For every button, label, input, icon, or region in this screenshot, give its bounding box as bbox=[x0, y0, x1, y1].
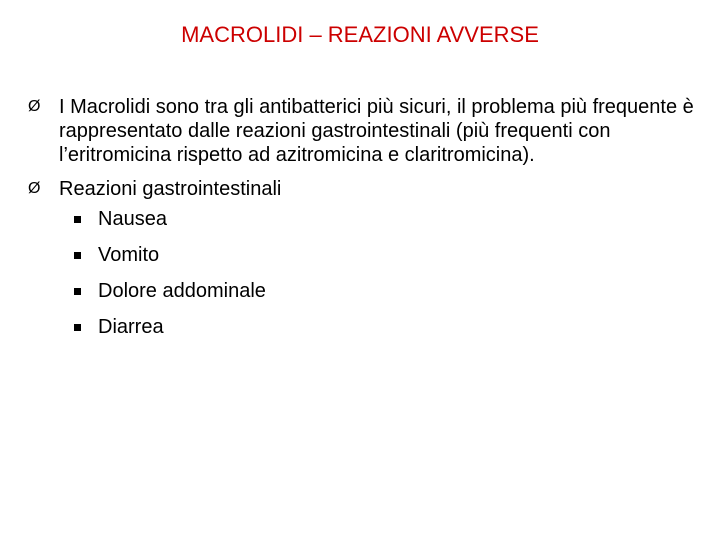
sub-bullet-item bbox=[28, 315, 708, 339]
sub-bullet-item bbox=[28, 243, 708, 267]
slide-title: MACROLIDI – REAZIONI AVVERSE bbox=[181, 22, 539, 47]
bullet-item bbox=[28, 177, 708, 201]
arrow-bullet-icon: Ø bbox=[28, 98, 41, 115]
bullet-item bbox=[28, 95, 708, 167]
sub-bullet-text: Nausea bbox=[98, 208, 167, 230]
sub-bullet-list bbox=[28, 207, 708, 339]
slide-body bbox=[28, 95, 708, 351]
sub-bullet-text: Diarrea bbox=[98, 316, 164, 338]
arrow-bullet-icon: Ø bbox=[28, 180, 41, 197]
sub-bullet-text: Dolore addominale bbox=[98, 280, 266, 302]
sub-bullet-item bbox=[28, 207, 708, 231]
bullet-text: I Macrolidi sono tra gli antibatterici più sicuri, il problema più frequente è rappresentato dalle reazioni gastrointestinali (più frequenti con l’eritromicina rispetto ad azitromicina e claritromicina). bbox=[59, 96, 694, 166]
square-bullet-icon bbox=[74, 216, 81, 223]
square-bullet-icon bbox=[74, 252, 81, 259]
sub-bullet-text: Vomito bbox=[98, 244, 160, 266]
sub-bullet-item bbox=[28, 279, 708, 303]
square-bullet-icon bbox=[74, 288, 81, 295]
bullet-text: Reazioni gastrointestinali bbox=[59, 178, 282, 200]
square-bullet-icon bbox=[74, 324, 81, 331]
